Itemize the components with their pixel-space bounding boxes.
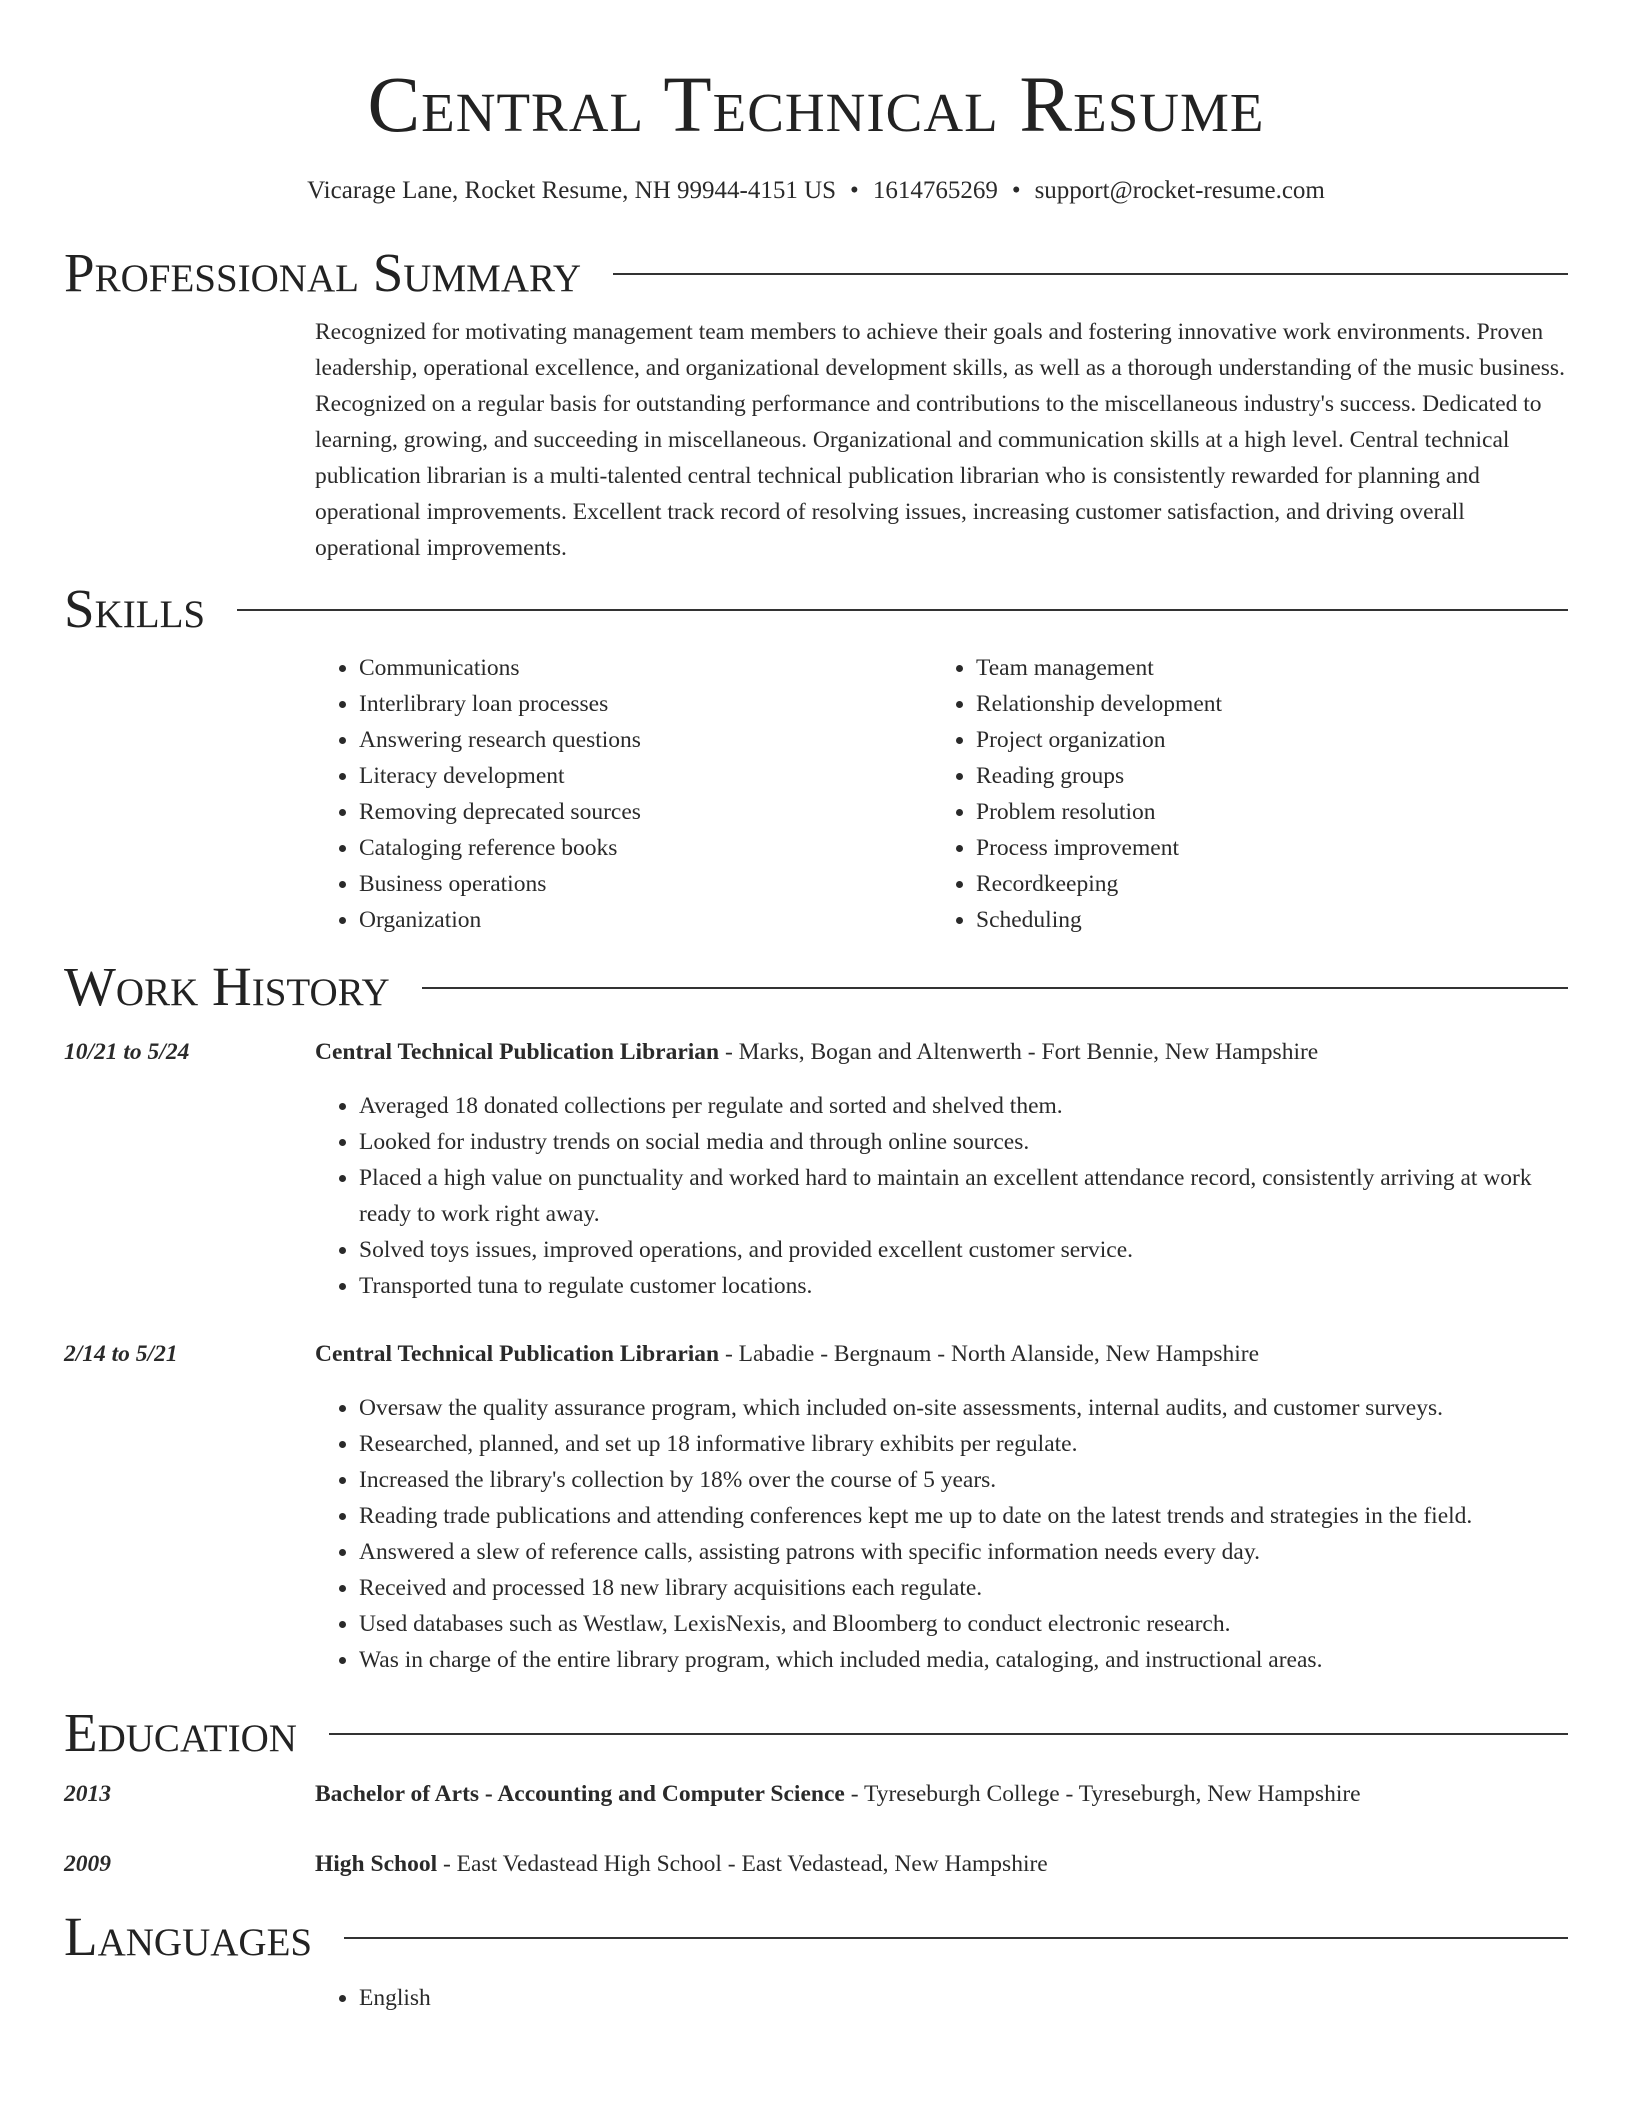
summary-section-header <box>64 238 1568 308</box>
skill-item: • Communications <box>359 650 932 686</box>
work-role: Central Technical Publication Librarian <box>315 1039 720 1065</box>
resume-page <box>64 0 1568 2016</box>
work-bullet: • Researched, planned, and set up 18 informative library exhibits per regulate. <box>359 1426 1568 1462</box>
contact-email: support@rocket-resume.com <box>1034 177 1325 204</box>
skills-content <box>315 650 1568 938</box>
work-dates: 10/21 to 5/24 <box>64 1039 190 1065</box>
section-divider <box>237 609 1568 611</box>
skill-item: • Interlibrary loan processes <box>359 686 932 722</box>
work-bullet: • Received and processed 18 new library acquisitions each regulate. <box>359 1570 1568 1606</box>
education-section-header <box>64 1698 1568 1768</box>
work-dates: 2/14 to 5/21 <box>64 1341 178 1367</box>
work-entry-body <box>315 1034 1568 1304</box>
skill-item: • Team management <box>976 650 1549 686</box>
skill-item: • Business operations <box>359 866 932 902</box>
skill-item: • Problem resolution <box>976 794 1549 830</box>
languages-section-title: Languages <box>64 1906 313 1967</box>
education-degree: High School <box>315 1851 438 1877</box>
work-employer: - Marks, Bogan and Altenwerth - Fort Bennie, New Hampshire <box>719 1039 1319 1065</box>
work-bullet: • Transported tuna to regulate customer locations. <box>359 1268 1568 1304</box>
skill-item: • Relationship development <box>976 686 1549 722</box>
work-employer: - Labadie - Bergnaum - North Alanside, New Hampshire <box>719 1341 1260 1367</box>
work-bullet: • Oversaw the quality assurance program, which included on-site assessments, internal audits, and customer surveys. <box>359 1390 1568 1426</box>
work-bullet: • Placed a high value on punctuality and worked hard to maintain an excellent attendance record, consistently arriving at work ready to work right away. <box>359 1160 1568 1232</box>
work-bullet: • Increased the library's collection by 18% over the course of 5 years. <box>359 1462 1568 1498</box>
education-section-title: Education <box>64 1702 297 1763</box>
skill-item: • Recordkeeping <box>976 866 1549 902</box>
education-school: - East Vedastead High School - East Vedastead, New Hampshire <box>437 1851 1048 1877</box>
education-entry-body <box>315 1776 1568 1812</box>
summary-content <box>315 314 1568 566</box>
skill-item: • Removing deprecated sources <box>359 794 932 830</box>
education-entry <box>64 1846 1568 1882</box>
skill-item: • Reading groups <box>976 758 1549 794</box>
work-bullets <box>315 1390 1568 1678</box>
work-section-header <box>64 952 1568 1022</box>
languages-content <box>315 1980 1568 2016</box>
work-bullet: • Looked for industry trends on social media and through online sources. <box>359 1124 1568 1160</box>
section-divider <box>613 273 1568 275</box>
work-heading <box>315 1336 1568 1372</box>
contact-separator: • <box>1011 177 1021 204</box>
skills-list-left <box>315 650 932 938</box>
work-bullet: • Answered a slew of reference calls, assisting patrons with specific information needs every day. <box>359 1534 1568 1570</box>
skill-item: • Scheduling <box>976 902 1549 938</box>
skill-item: • Literacy development <box>359 758 932 794</box>
contact-separator: • <box>850 177 859 204</box>
work-bullets <box>315 1088 1568 1304</box>
work-entry <box>64 1336 1568 1678</box>
work-section-title: Work History <box>64 956 390 1017</box>
work-entry-body <box>315 1336 1568 1678</box>
skill-item: • Organization <box>359 902 932 938</box>
skills-list-right <box>932 650 1549 938</box>
language-item: • English <box>359 1980 1568 2016</box>
summary-section-title: Professional Summary <box>64 242 582 303</box>
skill-item: • Project organization <box>976 722 1549 758</box>
section-divider <box>344 1937 1568 1939</box>
section-divider <box>329 1733 1568 1735</box>
work-bullet: • Averaged 18 donated collections per regulate and sorted and shelved them. <box>359 1088 1568 1124</box>
work-role: Central Technical Publication Librarian <box>315 1341 720 1367</box>
work-bullet: • Was in charge of the entire library program, which included media, cataloging, and instructional areas. <box>359 1642 1568 1678</box>
education-year: 2013 <box>64 1781 111 1807</box>
languages-section-header <box>64 1902 1568 1972</box>
languages-list <box>315 1980 1568 2016</box>
skill-item: • Process improvement <box>976 830 1549 866</box>
education-entry-body <box>315 1846 1568 1882</box>
education-entry <box>64 1776 1568 1812</box>
education-year: 2009 <box>64 1851 111 1877</box>
contact-address: Vicarage Lane, Rocket Resume, NH 99944-4151 US <box>307 177 837 204</box>
summary-text: Recognized for motivating management team members to achieve their goals and fostering innovative work environments. Proven leadership, operational excellence, and organizational development skills, as well as a thorough understanding of the music business. Recognized on a regular basis for outstanding performance and contributions to the miscellaneous industry's success. Dedicated to learning, growing, and succeeding in miscellaneous. Organizational and communication skills at a high level. Central technical publication librarian is a multi-talented central technical publication librarian who is consistently rewarded for planning and operational improvements. Excellent track record of resolving issues, increasing customer satisfaction, and driving overall operational improvements. <box>315 319 1565 561</box>
work-bullet: • Used databases such as Westlaw, LexisNexis, and Bloomberg to conduct electronic research. <box>359 1606 1568 1642</box>
work-bullet: • Solved toys issues, improved operations, and provided excellent customer service. <box>359 1232 1568 1268</box>
work-bullet: • Reading trade publications and attending conferences kept me up to date on the latest trends and strategies in the field. <box>359 1498 1568 1534</box>
work-heading <box>315 1034 1568 1070</box>
skills-grid <box>315 650 1568 938</box>
work-entry <box>64 1034 1568 1304</box>
skills-section-title: Skills <box>64 578 206 639</box>
skill-item: • Cataloging reference books <box>359 830 932 866</box>
education-school: - Tyreseburgh College - Tyreseburgh, New Hampshire <box>844 1781 1361 1807</box>
education-degree: Bachelor of Arts - Accounting and Computer Science <box>315 1781 845 1807</box>
skills-section-header <box>64 574 1568 644</box>
skill-item: • Answering research questions <box>359 722 932 758</box>
section-divider <box>422 987 1568 989</box>
contact-line <box>64 174 1568 208</box>
contact-phone: 1614765269 <box>872 177 998 204</box>
resume-name: Central Technical Resume <box>367 62 1265 149</box>
